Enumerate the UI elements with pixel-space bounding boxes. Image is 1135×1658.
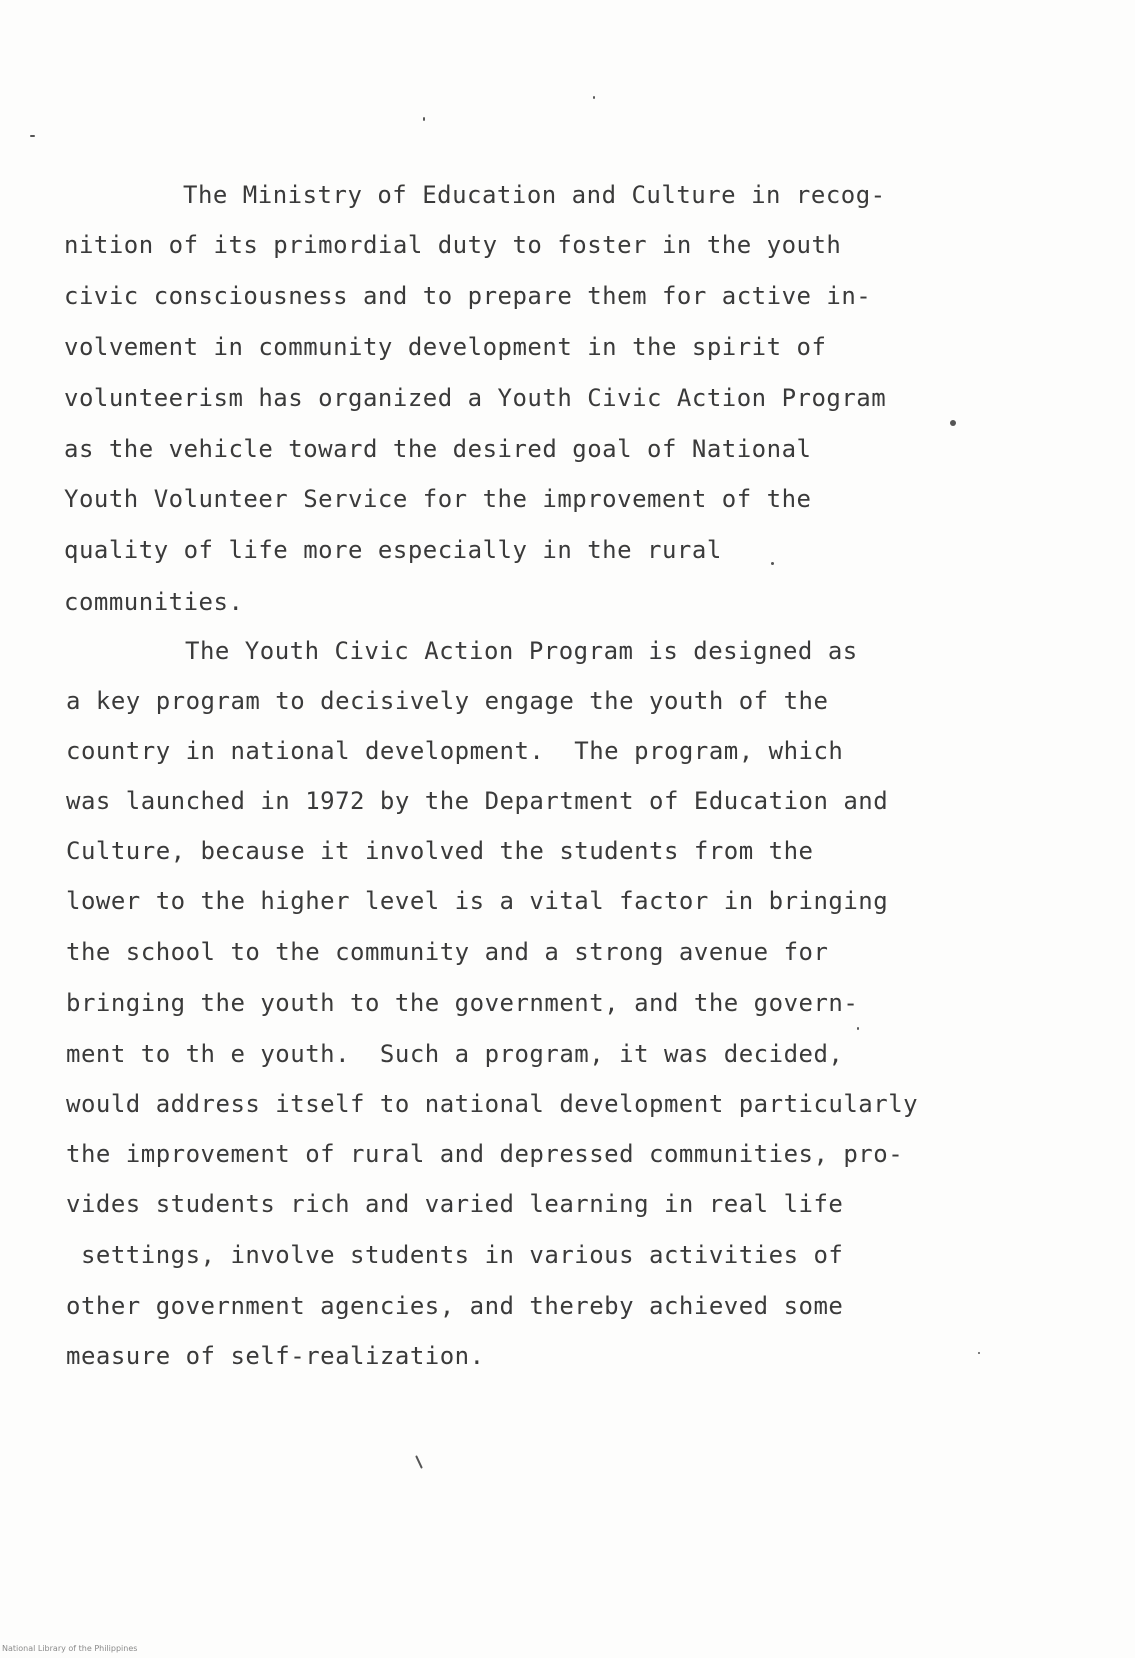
text-line: communities. <box>64 588 244 616</box>
ink-speck <box>978 1352 980 1354</box>
text-line: settings, involve students in various activities of <box>66 1241 844 1269</box>
text-line: would address itself to national development particularly <box>66 1090 919 1118</box>
text-line: a key program to decisively engage the youth of the <box>66 687 829 715</box>
text-line: nition of its primordial duty to foster in the youth <box>64 231 842 259</box>
text-line: volunteerism has organized a Youth Civic Action Program <box>64 384 887 412</box>
text-line: volvement in community development in the spirit of <box>64 333 827 361</box>
text-line: as the vehicle toward the desired goal of National <box>64 435 812 463</box>
ink-speck <box>423 117 425 121</box>
text-line: The Youth Civic Action Program is designed as <box>185 637 858 665</box>
ink-speck <box>593 96 595 99</box>
text-line: vides students rich and varied learning in real life <box>66 1190 844 1218</box>
text-line: measure of self-realization. <box>66 1342 485 1370</box>
ink-speck <box>857 1027 859 1030</box>
text-line: quality of life more especially in the rural <box>64 536 722 564</box>
ink-speck <box>771 562 774 565</box>
text-line: The Ministry of Education and Culture in recog- <box>183 181 886 209</box>
text-line: country in national development. The program, which <box>66 737 844 765</box>
text-line: other government agencies, and thereby achieved some <box>66 1292 844 1320</box>
scan-footer: National Library of the Philippines <box>2 1644 138 1653</box>
text-line: the improvement of rural and depressed communities, pro- <box>66 1140 904 1168</box>
text-line: was launched in 1972 by the Department of Education and <box>66 787 889 815</box>
text-line: bringing the youth to the government, and the govern- <box>66 989 859 1017</box>
text-line: ment to th e youth. Such a program, it was decided, <box>66 1040 844 1068</box>
ink-speck <box>30 135 35 137</box>
text-line: the school to the community and a strong avenue for <box>66 938 829 966</box>
text-line: Culture, because it involved the students from the <box>66 837 814 865</box>
ink-speck <box>415 1455 423 1469</box>
text-line: Youth Volunteer Service for the improvement of the <box>64 485 812 513</box>
ink-speck <box>950 420 956 426</box>
text-line: lower to the higher level is a vital factor in bringing <box>66 887 889 915</box>
text-line: civic consciousness and to prepare them for active in- <box>64 282 872 310</box>
